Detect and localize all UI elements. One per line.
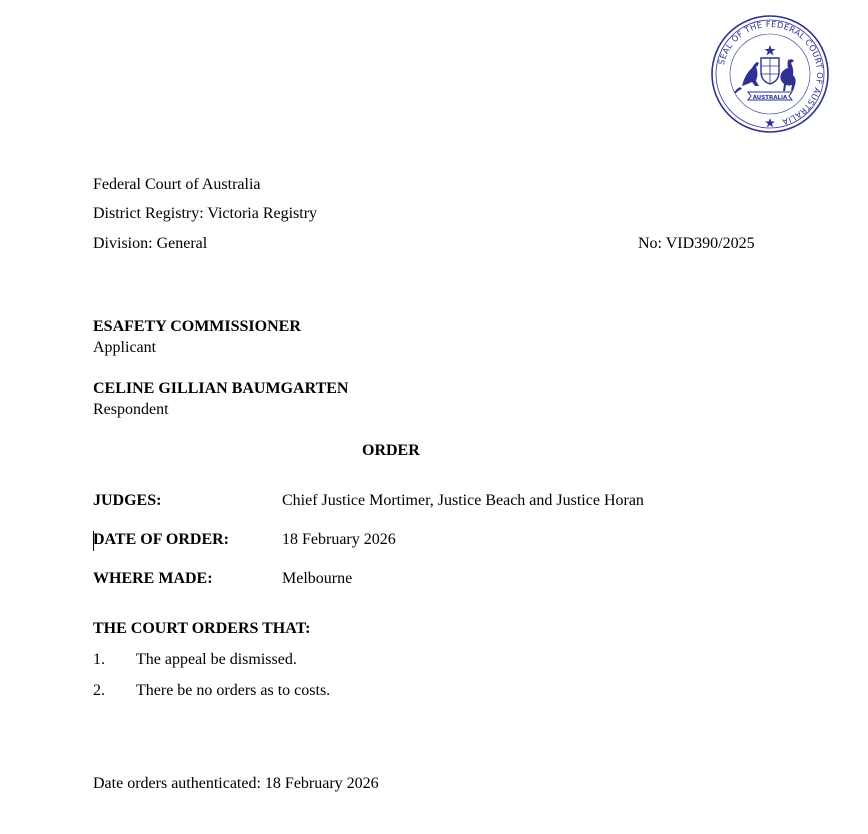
order-title: ORDER xyxy=(362,442,420,459)
case-number: No: VID390/2025 xyxy=(638,235,755,252)
district-registry: District Registry: Victoria Registry xyxy=(93,205,318,222)
date-of-order-value[interactable]: 18 February 2026 xyxy=(282,531,396,548)
where-made-value[interactable]: Melbourne xyxy=(282,570,353,587)
date-of-order-label: DATE OF ORDER: xyxy=(93,531,229,548)
seal-banner-text: AUSTRALIA xyxy=(752,95,788,101)
order-item-text[interactable]: There be no orders as to costs. xyxy=(136,682,331,699)
orders-heading: THE COURT ORDERS THAT: xyxy=(93,620,311,637)
order-item-number: 2. xyxy=(93,682,105,699)
applicant-name: ESAFETY COMMISSIONER xyxy=(93,318,301,335)
date-orders-authenticated[interactable]: Date orders authenticated: 18 February 2026 xyxy=(93,775,379,792)
svg-text:SEAL OF THE FEDERAL COURT OF A xyxy=(716,19,825,127)
judges-value[interactable]: Chief Justice Mortimer, Justice Beach and Justice Horan xyxy=(282,492,644,509)
order-item-text[interactable]: The appeal be dismissed. xyxy=(136,651,297,668)
court-seal-icon xyxy=(710,14,830,134)
judges-label: JUDGES: xyxy=(93,492,162,509)
court-name: Federal Court of Australia xyxy=(93,176,261,193)
division: Division: General xyxy=(93,235,208,252)
where-made-label: WHERE MADE: xyxy=(93,570,213,587)
respondent-role: Respondent xyxy=(93,401,169,418)
seal-ring-text: SEAL OF THE FEDERAL COURT OF AUSTRALIA xyxy=(715,18,826,128)
applicant-role: Applicant xyxy=(93,339,157,356)
order-item-number: 1. xyxy=(93,651,105,668)
respondent-name: CELINE GILLIAN BAUMGARTEN xyxy=(93,380,349,397)
